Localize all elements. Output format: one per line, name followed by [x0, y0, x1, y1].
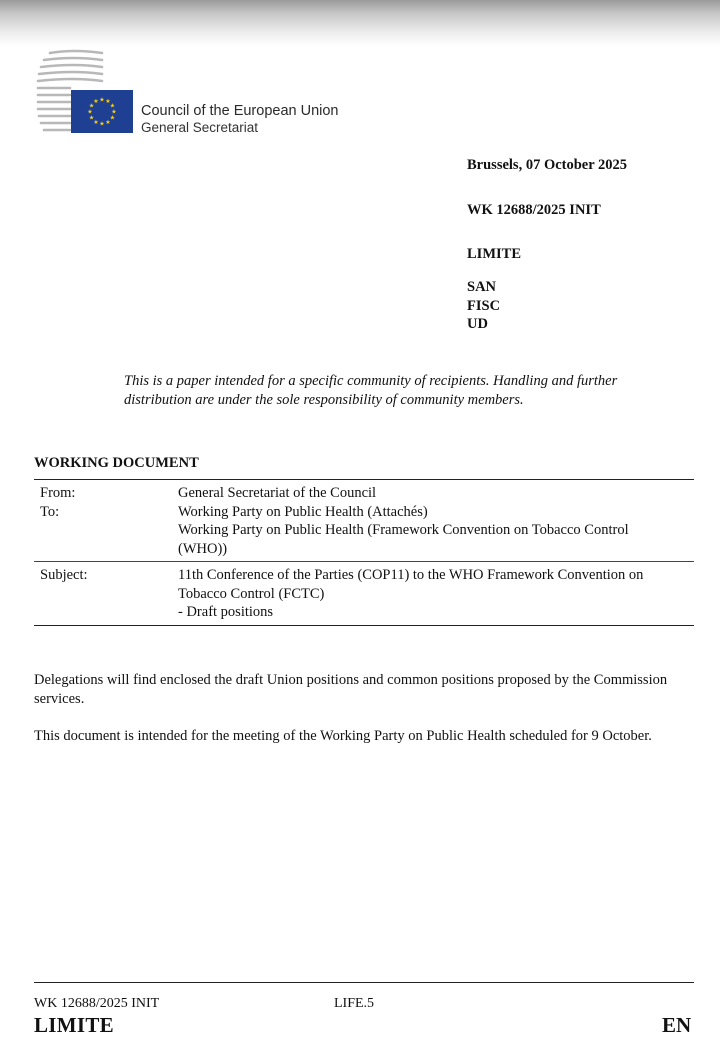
- to-value: Working Party on Public Health (Framework Convention on Tobacco Control: [178, 522, 629, 538]
- routing-row-subject: [34, 561, 694, 625]
- footer-classification: LIMITE: [34, 1013, 114, 1037]
- subject-code: UD: [467, 316, 488, 332]
- svg-text:★: ★: [105, 98, 111, 106]
- subject-label: Subject:: [40, 567, 88, 583]
- svg-text:★: ★: [109, 114, 116, 122]
- svg-text:★: ★: [105, 118, 111, 126]
- eu-flag-icon: [71, 90, 133, 133]
- organisation-name: [141, 103, 339, 136]
- svg-text:★: ★: [93, 98, 99, 106]
- svg-text:★: ★: [99, 96, 105, 104]
- footer-reference: WK 12688/2025 INIT: [34, 996, 160, 1011]
- to-value: Working Party on Public Health (Attachés): [178, 503, 428, 520]
- from-value: General Secretariat of the Council: [178, 485, 377, 501]
- svg-text:★: ★: [111, 108, 117, 116]
- council-logo: [36, 46, 356, 146]
- subject-value: Tobacco Control (FCTC): [178, 585, 325, 602]
- svg-text:★: ★: [88, 102, 95, 110]
- footer-language: EN: [662, 1013, 692, 1037]
- body-paragraph: Delegations will find enclosed the draft Union positions and common positions proposed by the Commission services.: [34, 672, 668, 707]
- distribution-notice: This is a paper intended for a specific community of recipients. Handling and further distribution are under the sole responsibility of community members.: [124, 373, 618, 408]
- subject-value: - Draft positions: [178, 604, 274, 620]
- footer-department: LIFE.5: [334, 996, 375, 1011]
- classification: LIMITE: [467, 246, 521, 262]
- svg-text:★: ★: [109, 102, 116, 110]
- body-paragraph: This document is intended for the meeting of the Working Party on Public Health scheduled for 9 October.: [34, 728, 652, 744]
- svg-text:★: ★: [99, 120, 105, 128]
- org-subtitle: General Secretariat: [141, 120, 259, 135]
- svg-text:★: ★: [93, 118, 99, 126]
- subject-code: FISC: [467, 297, 501, 314]
- svg-text:★: ★: [88, 114, 95, 122]
- svg-text:★: ★: [87, 108, 93, 116]
- routing-row-from-to: [34, 480, 694, 561]
- subject-value: 11th Conference of the Parties (COP11) to the WHO Framework Convention on: [178, 567, 644, 583]
- place-date: Brussels, 07 October 2025: [467, 157, 628, 173]
- to-value: (WHO)): [178, 540, 228, 557]
- subject-code: SAN: [467, 279, 497, 295]
- routing-table: [34, 479, 694, 626]
- document-type: WORKING DOCUMENT: [34, 455, 199, 471]
- org-title: Council of the European Union: [141, 103, 339, 119]
- footer-divider: [34, 982, 694, 983]
- document-reference: WK 12688/2025 INIT: [467, 202, 601, 218]
- from-label: From:: [40, 485, 76, 501]
- top-shadow: [0, 0, 720, 46]
- to-label: To:: [40, 503, 60, 520]
- subject-codes: [467, 278, 500, 334]
